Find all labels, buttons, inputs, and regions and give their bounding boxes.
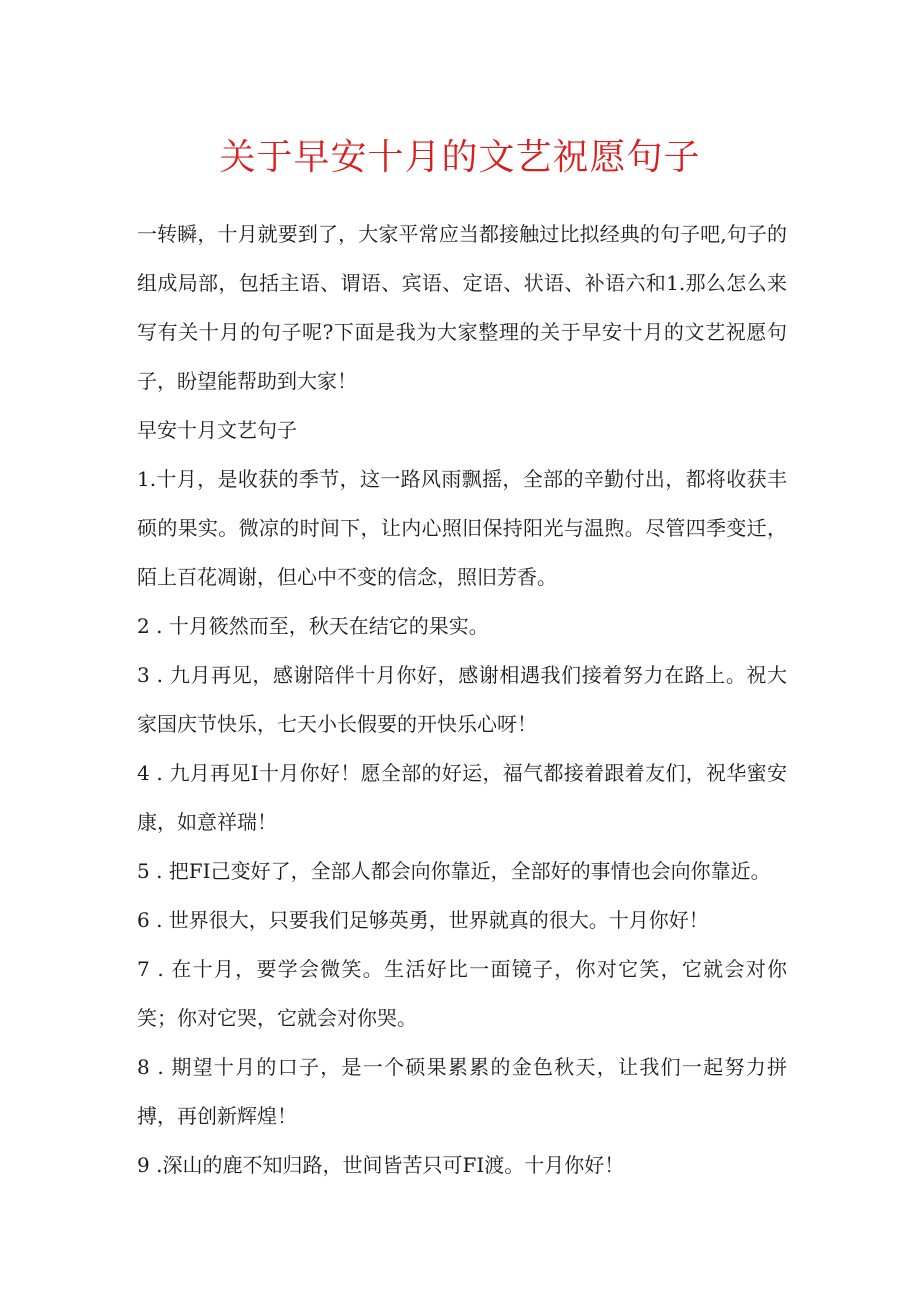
document-body [137,210,787,1190]
list-item-7: 7 . 在十月，要学会微笑。生活好比一面镜子，你对它笑，它就会对你笑；你对它哭，它就会对你哭。 [137,957,787,1030]
list-item-9: 9 .深山的鹿不知归路，世间皆苦只可FI渡。十月你好！ [137,1153,625,1177]
list-item-6: 6 . 世界很大，只要我们足够英勇，世界就真的很大。十月你好！ [137,908,709,932]
list-item-8: 8 . 期望十月的口子，是一个硕果累累的金色秋天，让我们一起努力拼搏，再创新辉煌！ [137,1055,787,1128]
list-item-5: 5 . 把FI己变好了，全部人都会向你靠近，全部好的事情也会向你靠近。 [137,859,771,883]
section-heading: 早安十月文艺句子 [137,418,297,442]
document-title: 关于早安十月的文艺祝愿句子 [219,137,701,178]
list-item-1: 1.十月，是收获的季节，这一路风雨飘摇，全部的辛勤付出，都将收获丰硕的果实。微凉的时间下，让内心照旧保持阳光与温煦。尽管四季变迁，陌上百花凋谢，但心中不变的信念，照旧芳香。 [137,467,787,589]
list-item-3: 3 . 九月再见，感谢陪伴十月你好，感谢相遇我们接着努力在路上。祝大家国庆节快乐，七天小长假要的开快乐心呀！ [137,663,787,736]
list-item-4: 4 . 九月再见I十月你好！愿全部的好运，福气都接着跟着友们，祝华蜜安康，如意祥瑞！ [137,761,787,834]
intro-paragraph: 一转瞬，十月就要到了，大家平常应当都接触过比拟经典的句子吧,句子的组成局部，包括主语、谓语、宾语、定语、状语、补语六和1.那么怎么来写有关十月的句子呢?下面是我为大家整理的关于早安十月的文艺祝愿句子，盼望能帮助到大家！ [137,222,787,393]
list-item-2: 2 . 十月筱然而至，秋天在结它的果实。 [137,614,489,638]
